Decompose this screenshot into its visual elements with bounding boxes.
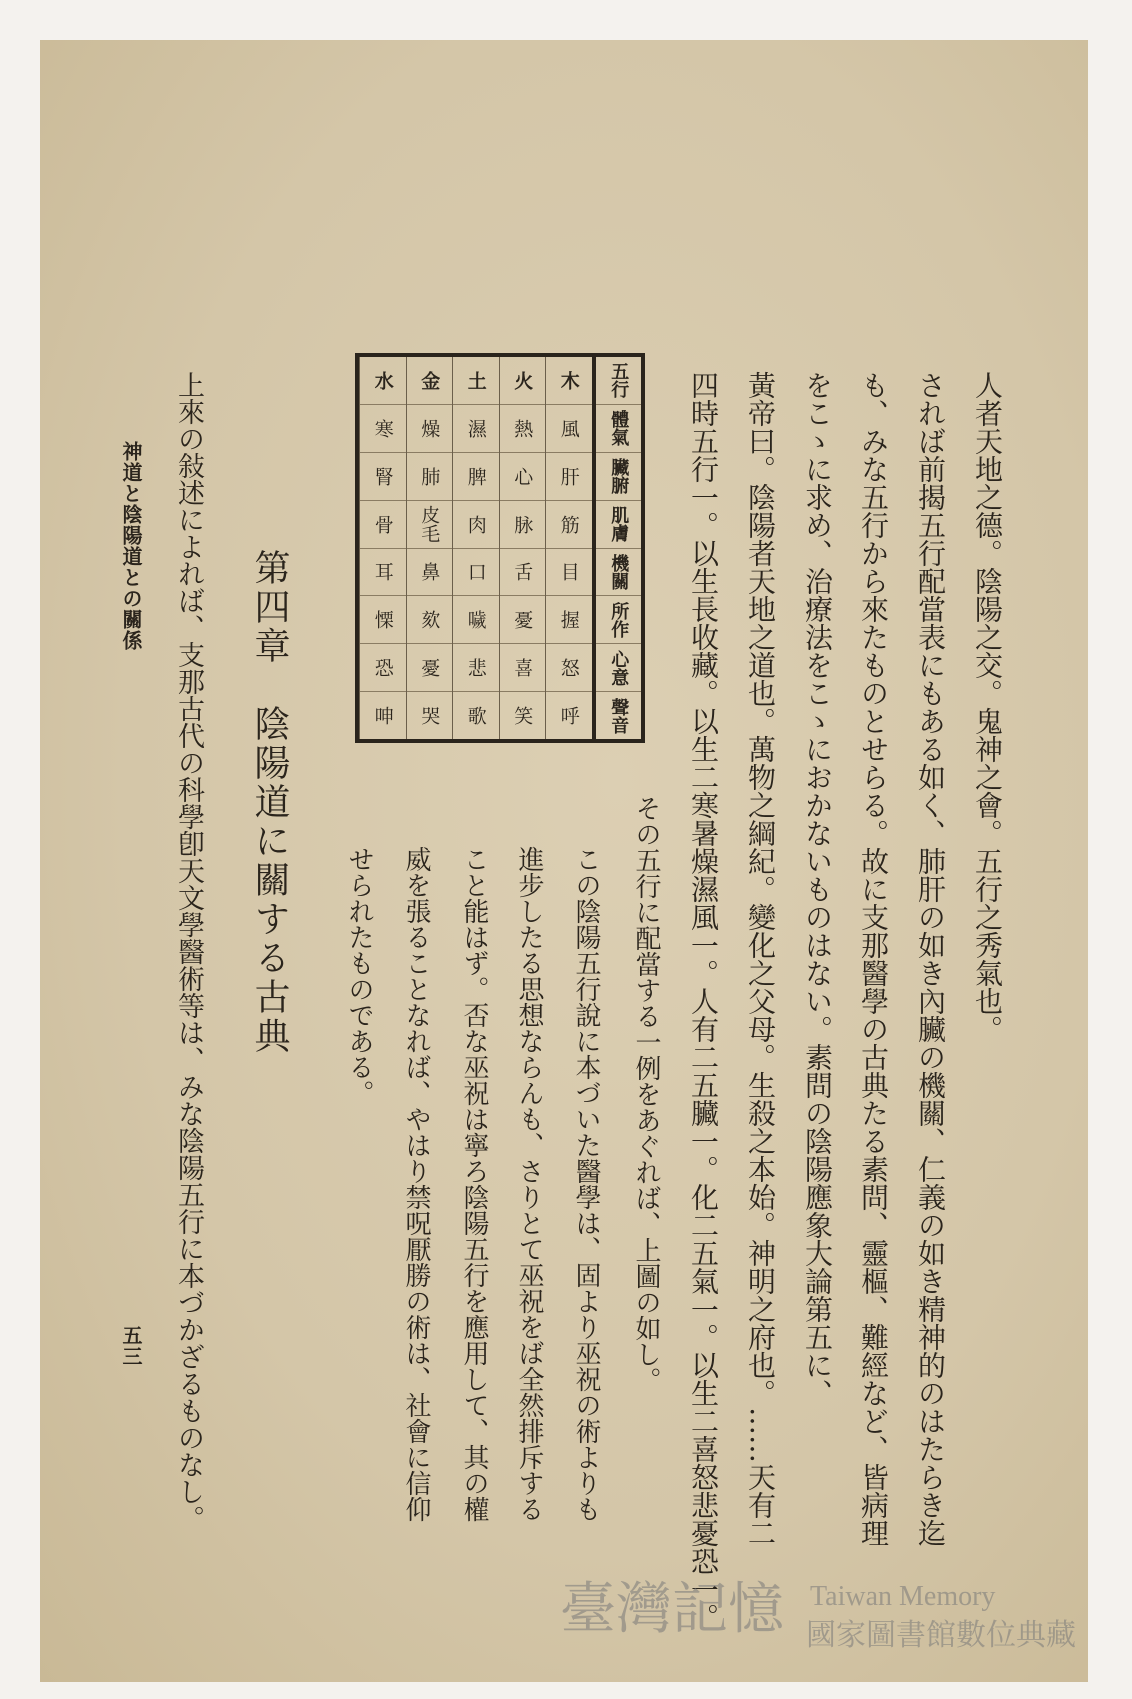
text-column: 四時五行㆒。以生長收藏。以生㆓寒暑燥濕風㆒。人有㆓五臟㆒。化㆓五氣㆒。以生㆓喜怒悲憂恐㆒。 [687, 371, 720, 1631]
table-cell: 恐 [360, 644, 406, 692]
table-cell: 歌 [464, 706, 487, 726]
table-cell: 腎 [360, 453, 406, 501]
text-column: その五行に配當する一例をあぐれば、上圖の如し。 [631, 795, 661, 1393]
table-header-cell: 聲音 [608, 697, 630, 734]
table-cell: 筋 [546, 501, 592, 549]
table-cell: 水 [360, 357, 406, 405]
table-cell: 喜 [500, 644, 546, 692]
table-row-wood [545, 357, 592, 739]
table-row-water [359, 357, 406, 739]
table-row-fire [499, 357, 546, 739]
text-column: 威を張ることなれば、やはり禁呪厭勝の術は、社會に信仰 [401, 846, 431, 1522]
text-column: この陰陽五行說に本づいた醫學は、固より巫祝の術よりも [571, 846, 601, 1522]
watermark-latin: Taiwan Memory [810, 1581, 996, 1612]
text-column: も、みな五行から來たものとせらる。故に支那醫學の古典たる素問、靈樞、難經など、皆病理 [857, 371, 890, 1547]
five-elements-table [355, 353, 645, 743]
table-cell: 風 [546, 405, 592, 453]
table-header-cell: 五行 [596, 357, 642, 405]
table-cell: 憂 [500, 596, 546, 644]
table-cell: 濕 [453, 405, 499, 453]
table-header-column [592, 357, 642, 739]
table-cell: 火 [500, 357, 546, 405]
table-header-cell: 心意 [596, 644, 642, 692]
table-cell: 呼 [557, 706, 580, 726]
text-column: こと能はず。否な巫祝は寧ろ陰陽五行を應用して、其の權 [459, 846, 489, 1522]
table-cell: 脉 [500, 501, 546, 549]
table-cell: 心 [500, 453, 546, 501]
table-cell: 目 [546, 549, 592, 597]
text-column: 人者天地之德。陰陽之交。鬼神之會。五行之秀氣也。 [971, 371, 1004, 1043]
table-cell: 呻 [371, 706, 394, 726]
text-column: 黃帝曰。陰陽者天地之道也。萬物之綱紀。變化之父母。生殺之本始。神明之府也。……天有㆓ [744, 371, 777, 1547]
chapter-title: 第四章 陰陽道に關する古典 [249, 549, 290, 1056]
table-cell: 慄 [360, 596, 406, 644]
table-cell: 怒 [546, 644, 592, 692]
table-cell: 笑 [511, 706, 534, 726]
table-header-cell: 機關 [596, 549, 642, 597]
table-cell: 骨 [360, 501, 406, 549]
table-cell: 熱 [500, 405, 546, 453]
table-cell: 肝 [546, 453, 592, 501]
table-cell: 悲 [453, 644, 499, 692]
table-cell: 木 [546, 357, 592, 405]
table-cell: 欬 [407, 596, 453, 644]
table-cell: 寒 [360, 405, 406, 453]
table-cell: 肉 [453, 501, 499, 549]
table-row-earth [452, 357, 499, 739]
table-row-metal [406, 357, 453, 739]
running-header: 神道と陰陽道との關係 [119, 441, 143, 651]
text-column: をこゝに求め、治療法をこゝにおかないものはない。素問の陰陽應象大論第五に、 [801, 371, 834, 1407]
table-cell: 噦 [453, 596, 499, 644]
table-header-cell: 臟腑 [596, 453, 642, 501]
table-cell: 肺 [407, 453, 453, 501]
table-cell: 哭 [418, 706, 441, 726]
table-cell: 憂 [407, 644, 453, 692]
watermark-institution: 國家圖書館數位典藏 [806, 1618, 1076, 1653]
table-cell: 皮毛 [407, 501, 453, 549]
table-cell: 土 [453, 357, 499, 405]
table-header-cell: 肌膚 [596, 501, 642, 549]
watermark-logo: 臺灣記憶 [560, 1577, 784, 1642]
chapter-body: 上來の敍述によれば、支那古代の科學卽天文學醫術等は、みな陰陽五行に本づかざるものなし。 [173, 371, 204, 1532]
table-cell: 脾 [453, 453, 499, 501]
table-header-cell: 體氣 [596, 405, 642, 453]
table-cell: 握 [546, 596, 592, 644]
table-cell: 耳 [360, 549, 406, 597]
table-cell: 金 [407, 357, 453, 405]
table-cell: 口 [453, 549, 499, 597]
table-cell: 舌 [500, 549, 546, 597]
page-number: 五三 [119, 1325, 143, 1367]
table-header-cell: 所作 [596, 596, 642, 644]
table-cell: 燥 [407, 405, 453, 453]
text-column: されば前揭五行配當表にもある如く、肺肝の如き內臟の機關、仁義の如き精神的のはたらき迄 [914, 371, 947, 1547]
text-column: 進步したる思想ならんも、さりとて巫祝をば全然排斥する [514, 846, 544, 1522]
table-cell: 鼻 [407, 549, 453, 597]
text-column: せられたものである。 [344, 846, 374, 1106]
